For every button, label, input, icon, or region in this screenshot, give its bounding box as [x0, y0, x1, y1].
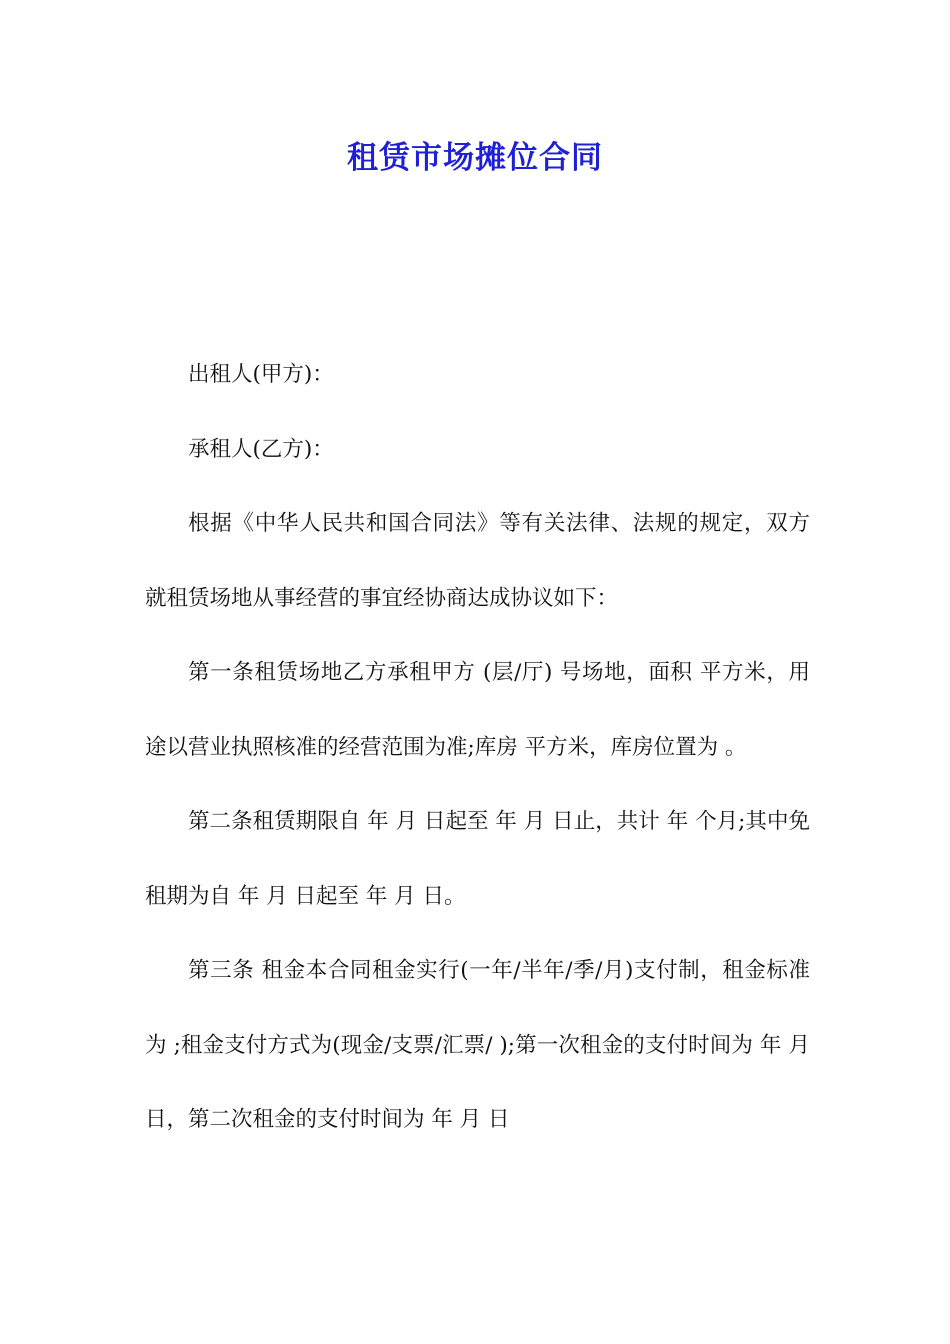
document-body	[145, 338, 810, 1158]
paragraph-lessor: 出租人(甲方)：	[188, 362, 334, 387]
paragraph-article-2: 第二条租赁期限自 年 月 日起至 年 月 日止，共计 年 个月;其中免租期为自 年 月 日起至 年 月 日。	[145, 809, 810, 909]
paragraph-lessee: 承租人(乙方)：	[188, 436, 334, 462]
paragraph-article-1: 第一条租赁场地乙方承租甲方 (层/厅) 号场地，面积 平方米，用途以营业执照核准的经营范围为准;库房 平方米，库房位置为 。	[145, 660, 810, 760]
paragraph-article-3: 第三条 租金本合同租金实行(一年/半年/季/月)支付制，租金标准为 ;租金支付方式为(现金/支票/汇票/ );第一次租金的支付时间为 年 月 日，第二次租金的支付时间为 年 月 日	[145, 958, 810, 1132]
paragraph-preamble: 根据《中华人民共和国合同法》等有关法律、法规的规定，双方就租赁场地从事经营的事宜经协商达成协议如下：	[145, 511, 810, 611]
document-title: 租赁市场摊位合同	[347, 140, 603, 176]
